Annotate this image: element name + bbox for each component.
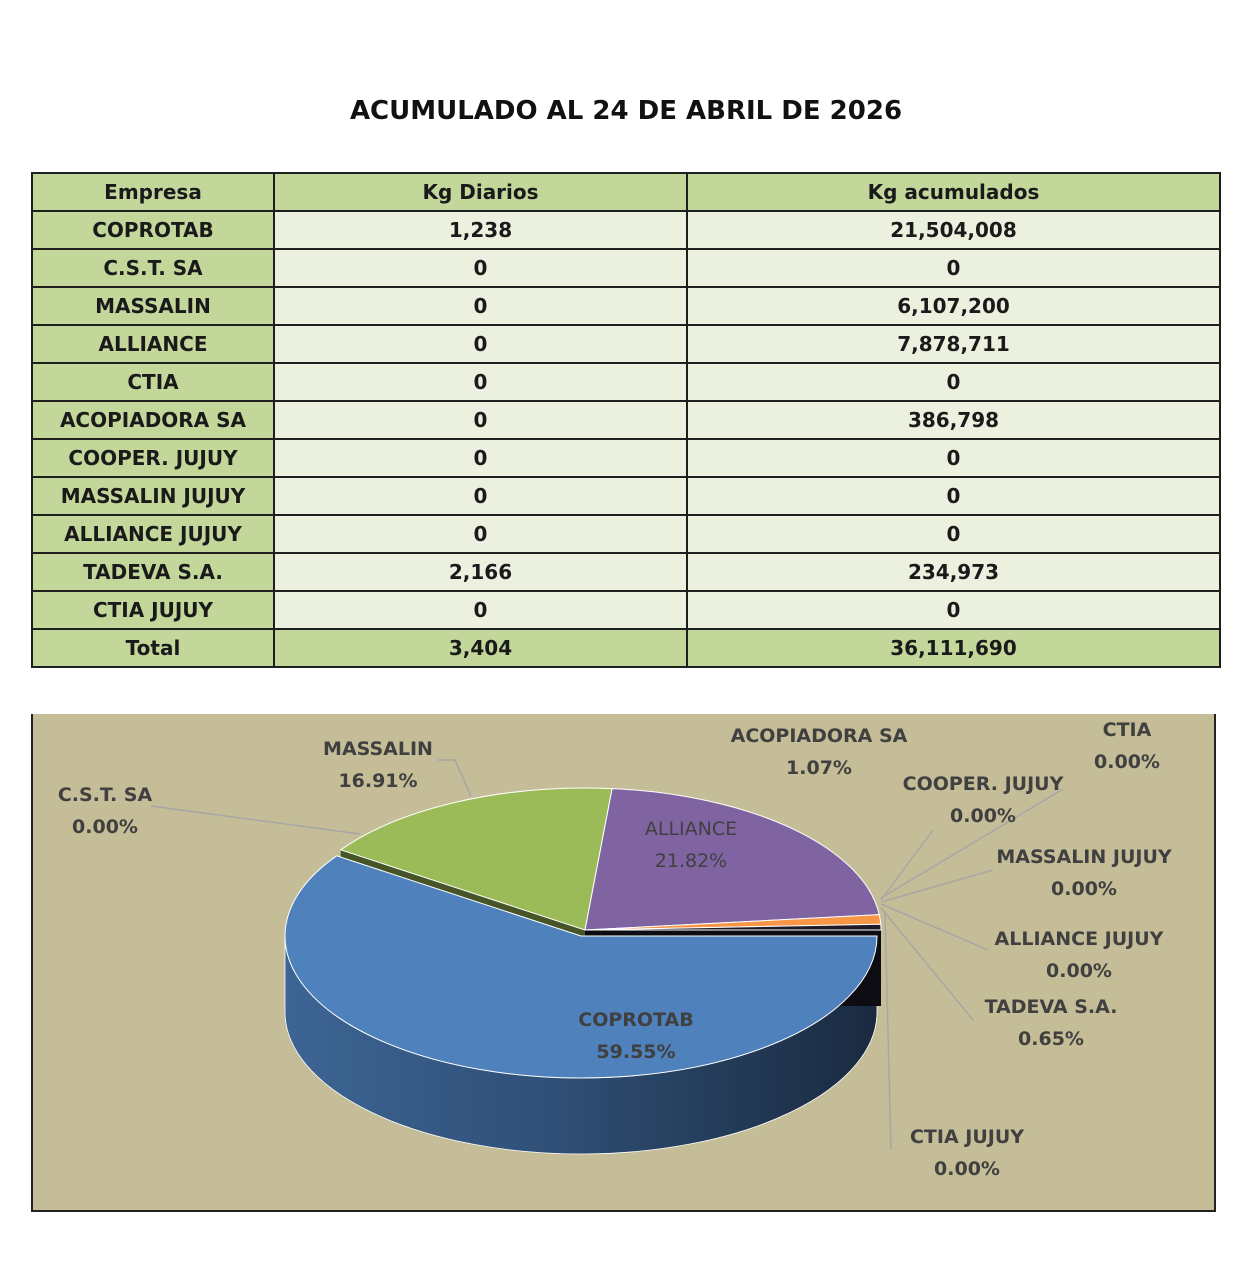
- cell-kg-acumulados: 6,107,200: [687, 287, 1220, 325]
- accumulated-table: [31, 172, 1221, 668]
- pie-label-name: MASSALIN: [323, 738, 433, 760]
- cell-kg-diarios: 2,166: [274, 553, 687, 591]
- pie-label-percent: 0.00%: [1051, 878, 1117, 900]
- cell-empresa: C.S.T. SA: [32, 249, 274, 287]
- pie-label-percent: 1.07%: [786, 757, 852, 779]
- cell-kg-diarios: 0: [274, 439, 687, 477]
- pie-label-percent: 21.82%: [654, 850, 728, 872]
- pie-label-name: CTIA JUJUY: [909, 1126, 1025, 1148]
- cell-kg-acumulados: 0: [687, 249, 1220, 287]
- cell-kg-acumulados: 0: [687, 591, 1220, 629]
- cell-kg-diarios: 0: [274, 249, 687, 287]
- cell-kg-diarios: 0: [274, 401, 687, 439]
- cell-kg-acumulados: 0: [687, 477, 1220, 515]
- leader-line-10: [885, 914, 891, 1150]
- pie-label-percent: 0.00%: [950, 805, 1016, 827]
- pie-label-percent: 0.65%: [1018, 1028, 1084, 1050]
- cell-kg-acumulados: 386,798: [687, 401, 1220, 439]
- pie-label-percent: 0.00%: [72, 816, 138, 838]
- pie-slice-alliance: [585, 789, 879, 930]
- pie-chart: [33, 714, 1218, 1212]
- cell-empresa: COOPER. JUJUY: [32, 439, 274, 477]
- pie-chart-panel: [31, 714, 1216, 1212]
- pie-label-name: CTIA: [1102, 719, 1152, 741]
- table-row: [32, 249, 1220, 287]
- table-row: [32, 439, 1220, 477]
- cell-kg-acumulados: 0: [687, 515, 1220, 553]
- cell-empresa: MASSALIN JUJUY: [32, 477, 274, 515]
- cell-kg-diarios: 0: [274, 287, 687, 325]
- header-empresa: Empresa: [32, 173, 274, 211]
- cell-empresa: CTIA JUJUY: [32, 591, 274, 629]
- pie-label-percent: 16.91%: [338, 770, 418, 792]
- pie-label-name: ALLIANCE JUJUY: [994, 928, 1164, 950]
- leader-line-7: [881, 870, 993, 902]
- page-title: ACUMULADO AL 24 DE ABRIL DE 2026: [349, 96, 903, 126]
- cell-kg-acumulados: 0: [687, 363, 1220, 401]
- table-row: [32, 287, 1220, 325]
- pie-label-percent: 0.00%: [1094, 751, 1160, 773]
- total-kg-diarios: 3,404: [274, 629, 687, 667]
- table-header-row: [32, 173, 1220, 211]
- total-label: Total: [32, 629, 274, 667]
- table-row: [32, 515, 1220, 553]
- total-kg-acumulados: 36,111,690: [687, 629, 1220, 667]
- pie-label-name: COOPER. JUJUY: [902, 773, 1064, 795]
- table-row: [32, 401, 1220, 439]
- cell-kg-acumulados: 21,504,008: [687, 211, 1220, 249]
- cell-kg-acumulados: 7,878,711: [687, 325, 1220, 363]
- table-row: [32, 325, 1220, 363]
- cell-empresa: COPROTAB: [32, 211, 274, 249]
- cell-kg-diarios: 1,238: [274, 211, 687, 249]
- cell-kg-diarios: 0: [274, 325, 687, 363]
- pie-label-name: ALLIANCE: [644, 818, 738, 840]
- cell-empresa: MASSALIN: [32, 287, 274, 325]
- leader-line-2: [438, 760, 471, 796]
- table-row: [32, 477, 1220, 515]
- table-row: [32, 363, 1220, 401]
- pie-label-percent: 0.00%: [1046, 960, 1112, 982]
- table-row: [32, 591, 1220, 629]
- cell-empresa: ACOPIADORA SA: [32, 401, 274, 439]
- cell-kg-diarios: 0: [274, 477, 687, 515]
- cell-empresa: CTIA: [32, 363, 274, 401]
- pie-label-name: C.S.T. SA: [57, 784, 153, 806]
- pie-label-percent: 0.00%: [934, 1158, 1000, 1180]
- leader-line-1: [151, 806, 360, 834]
- cell-kg-diarios: 0: [274, 515, 687, 553]
- leader-line-9: [881, 908, 973, 1020]
- pie-label-name: MASSALIN JUJUY: [996, 846, 1172, 868]
- cell-kg-diarios: 0: [274, 591, 687, 629]
- table-total-row: [32, 629, 1220, 667]
- cell-kg-diarios: 0: [274, 363, 687, 401]
- cell-kg-acumulados: 234,973: [687, 553, 1220, 591]
- cell-empresa: ALLIANCE: [32, 325, 274, 363]
- pie-label-name: ACOPIADORA SA: [730, 725, 908, 747]
- pie-label-name: COPROTAB: [578, 1009, 694, 1031]
- cell-kg-acumulados: 0: [687, 439, 1220, 477]
- cell-empresa: ALLIANCE JUJUY: [32, 515, 274, 553]
- header-kg-diarios: Kg Diarios: [274, 173, 687, 211]
- cell-empresa: TADEVA S.A.: [32, 553, 274, 591]
- table-row: [32, 553, 1220, 591]
- table-row: [32, 211, 1220, 249]
- pie-label-name: TADEVA S.A.: [984, 996, 1118, 1018]
- header-kg-acumulados: Kg acumulados: [687, 173, 1220, 211]
- pie-label-percent: 59.55%: [596, 1041, 676, 1063]
